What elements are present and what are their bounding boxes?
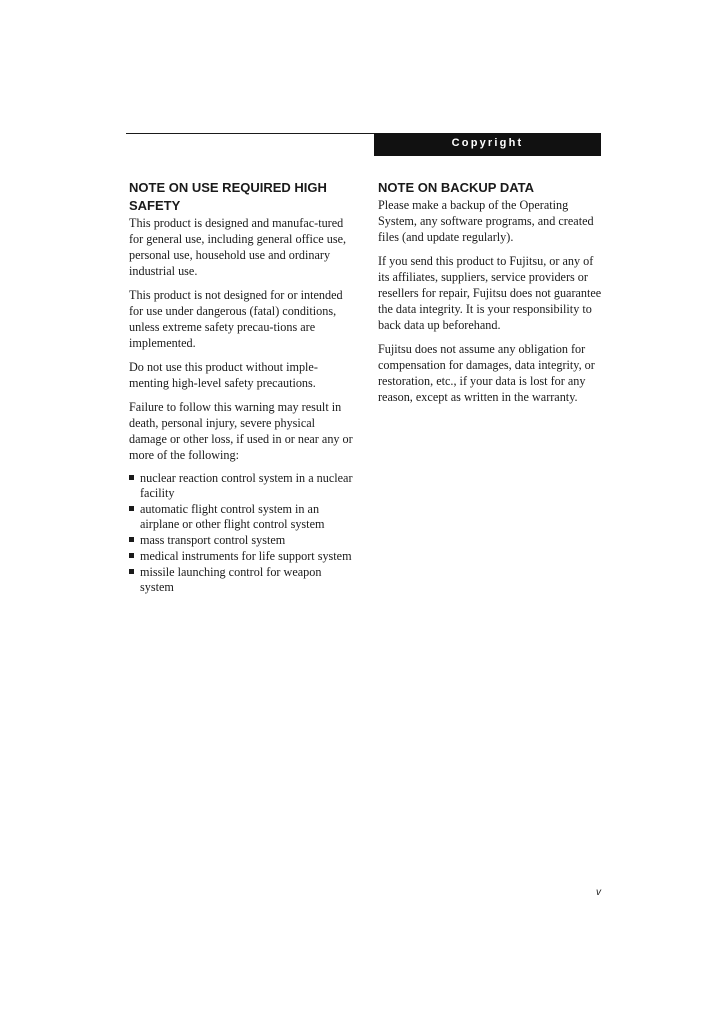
heading-high-safety: NOTE ON USE REQUIRED HIGH SAFETY xyxy=(129,180,327,213)
list-item xyxy=(129,565,355,595)
paragraph: If you send this product to Fujitsu, or any of its affiliates, suppliers, service providers or resellers for repair, Fujitsu does not guarantee the data integrity. It is your responsibility to back data up beforehand. xyxy=(378,254,602,332)
hazard-list xyxy=(129,471,355,595)
paragraph: This product is not designed for or intended for use under dangerous (fatal) conditions, unless extreme safety precau-tions are implemented. xyxy=(129,288,343,350)
list-item-text: automatic flight control system in an airplane or other flight control system xyxy=(140,502,325,531)
list-item xyxy=(129,549,355,564)
paragraph: Please make a backup of the Operating System, any software programs, and created files (and update regularly). xyxy=(378,198,594,244)
heading-backup-data: NOTE ON BACKUP DATA xyxy=(378,180,534,195)
left-column xyxy=(129,179,355,596)
paragraph: Fujitsu does not assume any obligation for compensation for damages, data integrity, or restoration, etc., if your data is lost for any reason, except as written in the warranty. xyxy=(378,342,595,404)
bullet-icon xyxy=(129,475,134,480)
right-column xyxy=(378,179,604,413)
list-item xyxy=(129,502,355,532)
section-tab-copyright: Copyright xyxy=(374,133,601,156)
list-item-text: mass transport control system xyxy=(140,533,286,547)
page-number: v xyxy=(596,887,601,898)
paragraph: Do not use this product without imple-menting high-level safety precautions. xyxy=(129,360,318,390)
bullet-icon xyxy=(129,553,134,558)
list-item xyxy=(129,533,355,548)
paragraph: This product is designed and manufac-tured for general use, including general office use, personal use, household use and ordinary industrial use. xyxy=(129,216,347,278)
list-item xyxy=(129,471,355,501)
list-item-text: medical instruments for life support system xyxy=(140,549,352,563)
paragraph: Failure to follow this warning may result in death, personal injury, severe physical damage or other loss, if used in or near any or more of the following: xyxy=(129,400,353,462)
list-item-text: missile launching control for weapon system xyxy=(140,565,322,594)
bullet-icon xyxy=(129,506,134,511)
list-item-text: nuclear reaction control system in a nuclear facility xyxy=(140,471,353,500)
header-rule xyxy=(126,133,374,134)
bullet-icon xyxy=(129,569,134,574)
bullet-icon xyxy=(129,537,134,542)
